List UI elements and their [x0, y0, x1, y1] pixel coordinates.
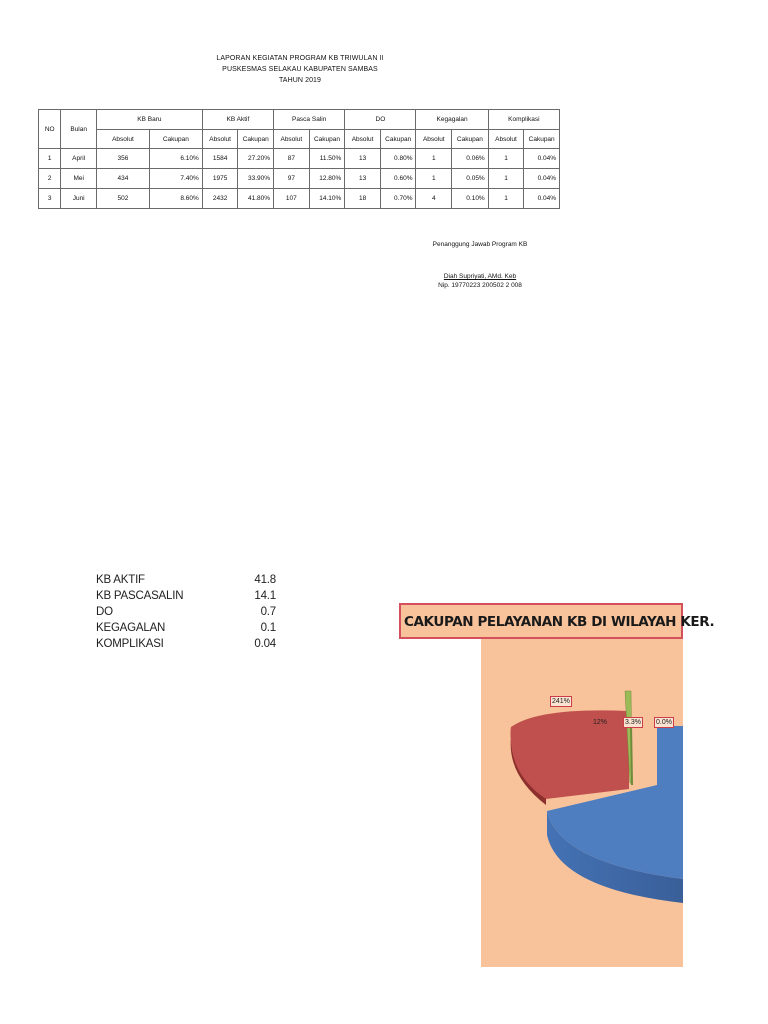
cell-cakupan: 33.90% — [238, 169, 274, 189]
data-label: 12% — [593, 719, 608, 726]
cell-cakupan: 0.06% — [452, 149, 489, 169]
cell-absolut: 2432 — [202, 189, 238, 209]
subheader-cakupan: Cakupan — [524, 130, 560, 149]
summary-value: 0.1 — [260, 622, 276, 634]
data-label: 3.3% — [625, 719, 641, 726]
cell-cakupan: 0.10% — [452, 189, 489, 209]
header-kegagalan: Kegagalan — [416, 110, 488, 130]
list-item — [96, 588, 276, 604]
list-item — [96, 604, 276, 620]
subheader-absolut: Absolut — [416, 130, 452, 149]
header-komplikasi: Komplikasi — [488, 110, 559, 130]
cell-cakupan: 0.80% — [380, 149, 416, 169]
subheader-cakupan: Cakupan — [238, 130, 274, 149]
header-no: NO — [39, 110, 61, 149]
summary-value: 41.8 — [254, 574, 276, 586]
summary-label: KEGAGALAN — [96, 622, 166, 634]
signature-name: Diah Supriyati, AMd. Keb — [443, 273, 517, 280]
chart-title-text: CAKUPAN PELAYANAN KB DI WILAYAH KER. — [404, 614, 715, 630]
cell-bulan: April — [61, 149, 97, 169]
cell-no: 2 — [39, 169, 61, 189]
cell-cakupan: 8.60% — [149, 189, 202, 209]
report-header — [200, 53, 400, 86]
cell-absolut: 502 — [96, 189, 149, 209]
subheader-absolut: Absolut — [202, 130, 238, 149]
header-do: DO — [345, 110, 416, 130]
subheader-cakupan: Cakupan — [149, 130, 202, 149]
cell-no: 3 — [39, 189, 61, 209]
table-row — [39, 169, 560, 189]
cell-bulan: Juni — [61, 189, 97, 209]
summary-value: 14.1 — [254, 590, 276, 602]
summary-label: KB AKTIF — [96, 574, 145, 586]
report-table — [38, 109, 560, 209]
cell-cakupan: 0.60% — [380, 169, 416, 189]
table-row — [39, 189, 560, 209]
cell-absolut: 107 — [274, 189, 310, 209]
cell-absolut: 1 — [488, 149, 524, 169]
header-pasca-salin: Pasca Salin — [274, 110, 345, 130]
list-item — [96, 636, 276, 652]
cell-absolut: 1 — [488, 169, 524, 189]
header-kb-baru: KB Baru — [96, 110, 202, 130]
list-item — [96, 572, 276, 588]
cell-absolut: 1584 — [202, 149, 238, 169]
data-label: 0.0% — [656, 719, 672, 726]
cell-cakupan: 12.80% — [309, 169, 345, 189]
summary-value: 0.7 — [260, 606, 276, 618]
list-item — [96, 620, 276, 636]
chart-title — [399, 603, 715, 639]
report-year: TAHUN 2019 — [278, 77, 322, 84]
cell-no: 1 — [39, 149, 61, 169]
table-row — [39, 149, 560, 169]
cell-cakupan: 0.70% — [380, 189, 416, 209]
report-title: LAPORAN KEGIATAN PROGRAM KB TRIWULAN II — [216, 55, 384, 62]
header-kb-aktif: KB Aktif — [202, 110, 273, 130]
cell-absolut: 1 — [488, 189, 524, 209]
cell-absolut: 4 — [416, 189, 452, 209]
header-bulan: Bulan — [61, 110, 97, 149]
cell-cakupan: 0.04% — [524, 169, 560, 189]
summary-list — [96, 572, 276, 652]
cell-absolut: 13 — [345, 149, 381, 169]
subheader-absolut: Absolut — [488, 130, 524, 149]
subheader-cakupan: Cakupan — [309, 130, 345, 149]
table-body — [39, 149, 560, 209]
cell-absolut: 1 — [416, 149, 452, 169]
summary-label: KOMPLIKASI — [96, 638, 164, 650]
cell-cakupan: 0.04% — [524, 189, 560, 209]
cell-cakupan: 11.50% — [309, 149, 345, 169]
subheader-absolut: Absolut — [96, 130, 149, 149]
summary-label: KB PASCASALIN — [96, 590, 184, 602]
signature-nip: Nip. 19770223 200502 2 008 — [438, 282, 522, 289]
summary-label: DO — [96, 606, 113, 618]
cell-absolut: 97 — [274, 169, 310, 189]
pie-chart-svg — [399, 603, 715, 967]
subheader-absolut: Absolut — [274, 130, 310, 149]
cell-absolut: 356 — [96, 149, 149, 169]
subheader-cakupan: Cakupan — [380, 130, 416, 149]
cell-absolut: 87 — [274, 149, 310, 169]
cell-cakupan: 7.40% — [149, 169, 202, 189]
subheader-cakupan: Cakupan — [452, 130, 489, 149]
cell-cakupan: 6.10% — [149, 149, 202, 169]
subheader-absolut: Absolut — [345, 130, 381, 149]
signature-block — [410, 241, 550, 289]
cell-cakupan: 0.04% — [524, 149, 560, 169]
cell-bulan: Mei — [61, 169, 97, 189]
signature-role: Penanggung Jawab Program KB — [432, 241, 528, 248]
cell-absolut: 13 — [345, 169, 381, 189]
report-institution: PUSKESMAS SELAKAU KABUPATEN SAMBAS — [222, 66, 378, 73]
cell-absolut: 1975 — [202, 169, 238, 189]
cell-cakupan: 0.05% — [452, 169, 489, 189]
data-label: 241% — [552, 698, 570, 705]
cell-absolut: 18 — [345, 189, 381, 209]
cell-cakupan: 41.80% — [238, 189, 274, 209]
cell-absolut: 434 — [96, 169, 149, 189]
cell-absolut: 1 — [416, 169, 452, 189]
cell-cakupan: 14.10% — [309, 189, 345, 209]
summary-value: 0.04 — [254, 638, 276, 650]
pie-chart — [399, 603, 715, 967]
cell-cakupan: 27.20% — [238, 149, 274, 169]
